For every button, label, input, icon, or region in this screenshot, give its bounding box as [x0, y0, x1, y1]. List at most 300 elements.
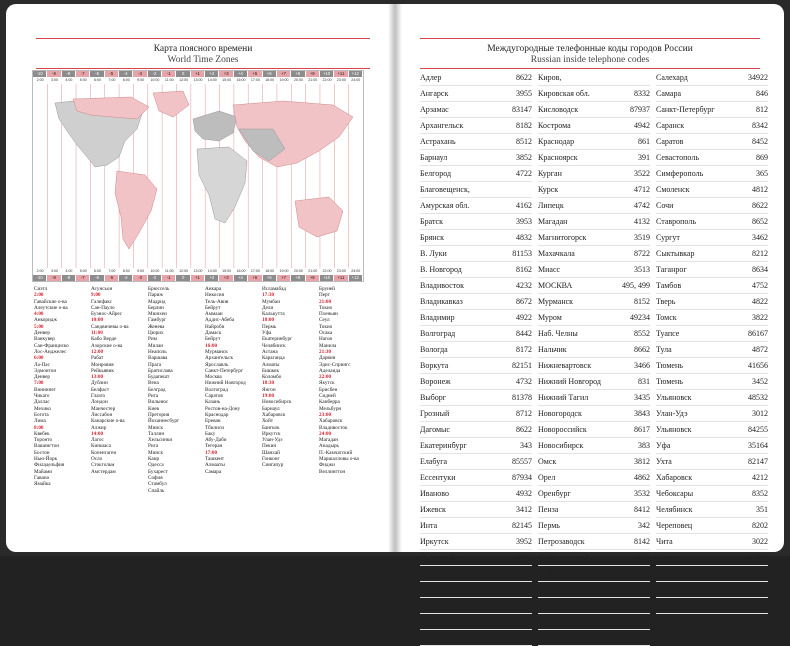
city-name: Мурманск: [538, 297, 574, 306]
city-name: Санкт-Петербург: [656, 105, 715, 114]
city-name: Бангкок: [262, 424, 280, 431]
code-row: [420, 150, 532, 166]
phone-code: 4822: [752, 297, 768, 306]
city-name: Лагос: [91, 437, 104, 444]
code-row: [420, 326, 532, 342]
time-label: 4:00: [34, 311, 44, 318]
phone-code: 8412: [634, 505, 650, 514]
city-name: Нижний Новгород: [205, 380, 246, 387]
continent-europe: [193, 111, 237, 141]
city-name: Бишкек: [262, 367, 279, 374]
code-row: [656, 550, 768, 566]
city-name: Воронеж: [420, 377, 451, 386]
city-name: Архангельск: [420, 121, 464, 130]
code-row: [656, 70, 768, 86]
code-row: [538, 502, 650, 518]
city-name: Кисловодск: [538, 105, 579, 114]
phone-codes-table: [420, 70, 768, 646]
city-name: Лондон: [91, 399, 108, 406]
phone-code: 4812: [752, 185, 768, 194]
city-name: Ямайка: [34, 481, 51, 488]
city-name: Гонконг: [262, 456, 280, 463]
city-name: Вена: [148, 380, 159, 387]
city-name: Найроби: [205, 323, 225, 330]
city-name: Будапешт: [148, 374, 170, 381]
zone-offset: +6: [263, 71, 277, 77]
phone-code: 49234: [630, 313, 650, 322]
city-name: Ростов-на-Дону: [538, 601, 593, 610]
city-name: Курск: [538, 185, 559, 194]
time-label: 23:00: [319, 411, 332, 418]
phone-code: 812: [756, 105, 768, 114]
code-row: [538, 630, 650, 646]
city-name: Владимир: [420, 313, 455, 322]
phone-code: 4912: [634, 633, 650, 642]
city-name: Махачкала: [538, 249, 575, 258]
city-name: Гавана: [34, 474, 49, 481]
city-name: Кинешма: [420, 633, 453, 642]
phone-code: 3513: [634, 265, 650, 274]
phone-code: 4932: [516, 489, 532, 498]
zone-time: 2:00: [36, 269, 44, 273]
city-name: Виннипег: [34, 386, 56, 393]
city-name: Таллин: [148, 430, 165, 437]
phone-code: 4752: [752, 281, 768, 290]
code-row: [420, 230, 532, 246]
city-name: Уфа: [262, 330, 272, 337]
city-name: Владивосток: [420, 281, 464, 290]
phone-code: 35164: [748, 441, 768, 450]
city-name: Азорские о-ва: [91, 342, 123, 349]
city-name: Неаполь: [148, 348, 167, 355]
city-name: Якутск: [656, 585, 681, 594]
zone-offset: +8: [291, 71, 305, 77]
phone-code: 343: [520, 441, 532, 450]
city-name: Череповец: [656, 521, 693, 530]
phone-code: 8672: [516, 297, 532, 306]
city-name: Ухта: [656, 457, 672, 466]
city-column: [34, 286, 89, 494]
city-name: Улан-Удэ: [656, 409, 688, 418]
city-name: Тамбов: [656, 281, 682, 290]
phone-code: 8442: [516, 329, 532, 338]
code-row: [538, 214, 650, 230]
phone-code: 4722: [516, 169, 532, 178]
city-name: Нагоя: [319, 336, 332, 343]
code-row: [656, 198, 768, 214]
city-name: Аддис-Абеба: [205, 317, 235, 324]
city-name: Мурманск: [205, 348, 228, 355]
city-name: Петрозаводск: [538, 537, 585, 546]
code-row: [538, 262, 650, 278]
code-row: [656, 438, 768, 454]
zone-offset: +7: [277, 275, 291, 281]
code-row: [420, 598, 532, 614]
city-name: Дагомыс: [420, 425, 450, 434]
phone-code: 8793: [634, 585, 650, 594]
city-name: В. Новгород: [420, 265, 462, 274]
city-name: Мадрид: [148, 298, 166, 305]
region-greenland: [153, 91, 189, 117]
city-name: Ульяновск: [656, 393, 692, 402]
time-label: 11:00: [91, 330, 103, 337]
code-row: [538, 230, 650, 246]
phone-code: 3953: [516, 217, 532, 226]
city-name: Фиджи: [319, 462, 335, 469]
city-name: Санкт-Петербург: [205, 367, 243, 374]
city-name: Стокгольм: [91, 462, 115, 469]
city-name: Калькутта: [262, 311, 285, 318]
city-name: Калининград: [420, 585, 465, 594]
city-name: Мумбаи: [262, 298, 281, 305]
city-name: Псков: [538, 569, 559, 578]
phone-code: 8172: [516, 345, 532, 354]
city-name: Нальчик: [538, 345, 567, 354]
code-row: [656, 566, 768, 582]
zone-time: 17:00: [250, 269, 260, 273]
city-name: П.-Камчатский: [538, 553, 590, 562]
city-name: Севастополь: [656, 153, 699, 162]
code-row: [538, 614, 650, 630]
city-name: Ульяновск: [656, 425, 692, 434]
phone-code: 8634: [752, 265, 768, 274]
city-name: Абу-Даби: [205, 437, 227, 444]
phone-code: 8112: [634, 569, 650, 578]
phone-code: 3466: [634, 361, 650, 370]
phone-code: 4922: [516, 313, 532, 322]
code-row: [656, 150, 768, 166]
time-label: 14:00: [91, 430, 104, 437]
codes-column: [656, 70, 768, 646]
zone-times-bottom: [33, 269, 363, 274]
phone-code: 8212: [752, 249, 768, 258]
code-row: [538, 150, 650, 166]
code-row: [656, 278, 768, 294]
zone-offset: -1: [162, 275, 176, 281]
city-name: Нижний Новгород: [538, 377, 601, 386]
book-spine: [388, 4, 402, 552]
city-name: Чита: [656, 537, 673, 546]
zone-offset: +12: [349, 275, 363, 281]
city-name: Кировская обл.: [538, 89, 590, 98]
zone-time: 13:00: [193, 269, 203, 273]
city-name: Никосия: [205, 292, 224, 299]
zone-time: 13:00: [193, 78, 203, 82]
phone-code: 8352: [752, 489, 768, 498]
phone-code: 8617: [634, 425, 650, 434]
city-name: Буэнос-Айрес: [91, 311, 123, 318]
zone-time: 21:00: [308, 78, 318, 82]
city-name: Самара: [205, 468, 222, 475]
city-name: Магадан: [538, 217, 568, 226]
code-row: [420, 278, 532, 294]
code-row: [656, 422, 768, 438]
city-name: Маршалловы о-ва: [319, 456, 359, 463]
code-row: [656, 582, 768, 598]
phone-code: 85557: [512, 457, 532, 466]
city-name: Милан: [148, 342, 164, 349]
code-row: [656, 326, 768, 342]
city-name: Якутск: [319, 380, 335, 387]
city-name: Братислава: [148, 367, 173, 374]
zone-offset: -9: [47, 275, 61, 281]
phone-code: 8342: [752, 121, 768, 130]
code-row: [656, 182, 768, 198]
zone-time: 23:00: [336, 78, 346, 82]
city-name: Тегеран: [205, 443, 223, 450]
city-name: Алеутские о-ва: [34, 304, 68, 311]
code-row: [538, 134, 650, 150]
code-row: [538, 390, 650, 406]
continent-africa: [197, 147, 247, 223]
zone-time: 24:00: [351, 78, 361, 82]
zone-time: 21:00: [308, 269, 318, 273]
title-rule-top: [36, 38, 370, 39]
city-name: Перт: [319, 292, 330, 299]
code-row: [420, 454, 532, 470]
city-name: Пхеньян: [319, 311, 338, 318]
zone-offset: +5: [248, 71, 262, 77]
city-name: Пермь: [538, 521, 560, 530]
city-name: Рейкьявик: [91, 367, 114, 374]
city-name: Ташкент: [205, 456, 225, 463]
phone-code: 4152: [634, 553, 650, 562]
zone-offset: -6: [90, 71, 104, 77]
city-name: П.-Камчатский: [319, 449, 353, 456]
time-label: 13:00: [91, 374, 104, 381]
city-name: Женева: [148, 323, 165, 330]
zone-offset: -1: [162, 71, 176, 77]
zone-time: 12:00: [179, 269, 189, 273]
phone-code: 863: [638, 601, 650, 610]
code-row: [538, 310, 650, 326]
phone-code: 3532: [634, 489, 650, 498]
phone-code: 383: [638, 441, 650, 450]
phone-code: 4862: [634, 473, 650, 482]
title-en: World Time Zones: [167, 55, 239, 65]
city-name: Магадан: [319, 437, 339, 444]
zone-time: 9:00: [137, 269, 145, 273]
zone-offset: +4: [234, 275, 248, 281]
city-name: Киев: [148, 405, 159, 412]
code-row: [538, 70, 650, 86]
code-row: [420, 262, 532, 278]
code-row: [420, 342, 532, 358]
city-name: Лос-Анджелес: [34, 348, 67, 355]
zone-offset: -5: [105, 275, 119, 281]
time-label: 12:00: [91, 348, 104, 355]
city-name: Саранск: [656, 121, 685, 130]
phone-code: 4012: [516, 585, 532, 594]
code-row: [420, 166, 532, 182]
phone-code: 8622: [516, 425, 532, 434]
zone-offset: -2: [148, 71, 162, 77]
zone-offset: 0: [176, 275, 190, 281]
phone-code: 8362: [516, 553, 532, 562]
phone-code: 48532: [748, 393, 768, 402]
phone-code: 3843: [634, 409, 650, 418]
zone-time: 6:00: [94, 78, 102, 82]
city-name: Эдмонтон: [34, 367, 57, 374]
city-name: Рыбинск: [538, 617, 568, 626]
city-name: Осло: [91, 456, 103, 463]
phone-code: 83147: [512, 105, 532, 114]
city-name: Дели: [262, 304, 274, 311]
city-name: Киров,: [538, 73, 562, 82]
city-name: Асунсьон: [91, 286, 113, 292]
phone-code: 87937: [630, 105, 650, 114]
zone-time: 22:00: [322, 78, 332, 82]
city-name: Москва: [205, 374, 222, 381]
city-name: Иркутск: [420, 537, 449, 546]
code-row: [656, 294, 768, 310]
zone-offset: -3: [133, 275, 147, 281]
zone-time: 4:00: [65, 78, 73, 82]
code-row: [420, 70, 532, 86]
zone-time: 5:00: [79, 78, 87, 82]
city-name: Саратов: [656, 137, 684, 146]
city-name: Адлер: [420, 73, 442, 82]
city-name: Елабуга: [420, 457, 448, 466]
code-row: [538, 454, 650, 470]
phone-code: 86167: [748, 329, 768, 338]
phone-code: 8712: [516, 409, 532, 418]
phone-code: 81153: [512, 249, 532, 258]
code-row: [538, 598, 650, 614]
code-row: [420, 102, 532, 118]
phone-code: 3852: [516, 153, 532, 162]
city-name: Тель-Авив: [205, 298, 229, 305]
city-name: Киншаса: [91, 443, 111, 450]
zone-time: 12:00: [179, 78, 189, 82]
city-name: Ставрополь: [656, 217, 696, 226]
time-label: 2:00: [34, 292, 44, 299]
phone-code: 82151: [512, 361, 532, 370]
phone-code: 3952: [516, 537, 532, 546]
city-name: Канберра: [319, 399, 340, 406]
city-name: Аммаан: [205, 311, 223, 318]
time-label: 24:00: [319, 430, 332, 437]
phone-code: 8722: [634, 249, 650, 258]
title-rule-top: [420, 38, 760, 39]
zone-time: 23:00: [336, 269, 346, 273]
time-label: 22:00: [319, 374, 332, 381]
phone-code: 3435: [634, 393, 650, 402]
zone-time: 17:00: [250, 78, 260, 82]
city-name: Барнаул: [420, 153, 448, 162]
city-name: Гамбург: [148, 317, 167, 324]
city-name: Ижевск: [420, 505, 446, 514]
city-name: Глазго: [91, 393, 106, 400]
city-name: Цюрих: [148, 330, 164, 337]
code-row: [420, 358, 532, 374]
city-name: Париж: [148, 292, 164, 299]
city-name: Красноярск: [538, 153, 578, 162]
city-name: Сингапур: [262, 462, 284, 469]
city-name: Амурская обл.: [420, 201, 470, 210]
phone-code: 4132: [634, 217, 650, 226]
zone-offset: +1: [191, 71, 205, 77]
city-name: Гавайские о-ва: [34, 298, 67, 305]
city-name: Алмааты: [205, 462, 225, 469]
zone-time: 9:00: [137, 78, 145, 82]
phone-code: 3842: [516, 617, 532, 626]
code-row: [420, 310, 532, 326]
city-name: Новосибирск: [262, 399, 292, 406]
code-row: [420, 198, 532, 214]
code-row: [656, 262, 768, 278]
code-row: [538, 518, 650, 534]
zone-offset: -4: [119, 275, 133, 281]
city-name: Владикавказ: [420, 297, 463, 306]
code-row: [538, 438, 650, 454]
phone-code: 8162: [516, 265, 532, 274]
city-name: Амстердам: [91, 468, 116, 475]
phone-code: 861: [638, 137, 650, 146]
code-row: [656, 598, 768, 614]
city-name: Даллас: [34, 399, 50, 406]
city-name: Саратов: [205, 393, 223, 400]
city-name: Екатеринбург: [420, 441, 467, 450]
city-name: Хойт: [262, 418, 274, 425]
code-row: [538, 582, 650, 598]
code-row: [656, 230, 768, 246]
city-name: Чикаго: [34, 393, 50, 400]
city-name: МОСКВА: [538, 281, 573, 290]
phone-code: 82145: [512, 521, 532, 530]
time-label: 7:00: [34, 380, 44, 387]
city-name: Краснодар: [538, 137, 575, 146]
time-label: 10:00: [91, 317, 104, 324]
city-name: Благовещенск,: [420, 185, 470, 194]
city-name: Филадельфия: [34, 462, 65, 469]
code-row: [420, 550, 532, 566]
zone-offset: -5: [105, 71, 119, 77]
code-row: [656, 374, 768, 390]
phone-code: 8142: [634, 537, 650, 546]
phone-code: 81378: [512, 393, 532, 402]
city-name: Канарские о-ва: [91, 418, 125, 425]
city-name: Анкоридж: [34, 317, 57, 324]
code-row: [656, 390, 768, 406]
city-name: Ванкувер: [34, 336, 55, 343]
city-name: Астрахань: [420, 137, 456, 146]
city-name: Рига: [148, 393, 159, 400]
phone-code: 8152: [634, 297, 650, 306]
code-row: [420, 422, 532, 438]
city-name: Арзамас: [420, 105, 449, 114]
code-row: [420, 470, 532, 486]
city-name: Одесса: [148, 462, 164, 469]
zone-time: 10:00: [150, 78, 160, 82]
title-rule-bottom: [36, 68, 370, 69]
phone-codes-title: [420, 44, 760, 66]
time-label: 6:00: [34, 355, 44, 362]
city-name: Казань: [205, 399, 221, 406]
phone-code: 8552: [634, 329, 650, 338]
city-name: Белгород: [420, 169, 452, 178]
zone-offset: +8: [291, 275, 305, 281]
zone-offset: +5: [248, 275, 262, 281]
zone-offset: -4: [119, 71, 133, 77]
city-name: Нижний Тагил: [538, 393, 589, 402]
city-name: Вашингтон: [34, 443, 60, 450]
city-name: Кострома: [538, 121, 571, 130]
city-name: Копенгаген: [91, 449, 117, 456]
phone-code: 4712: [634, 185, 650, 194]
city-name: Шанхай: [262, 449, 280, 456]
right-page: [394, 4, 784, 642]
